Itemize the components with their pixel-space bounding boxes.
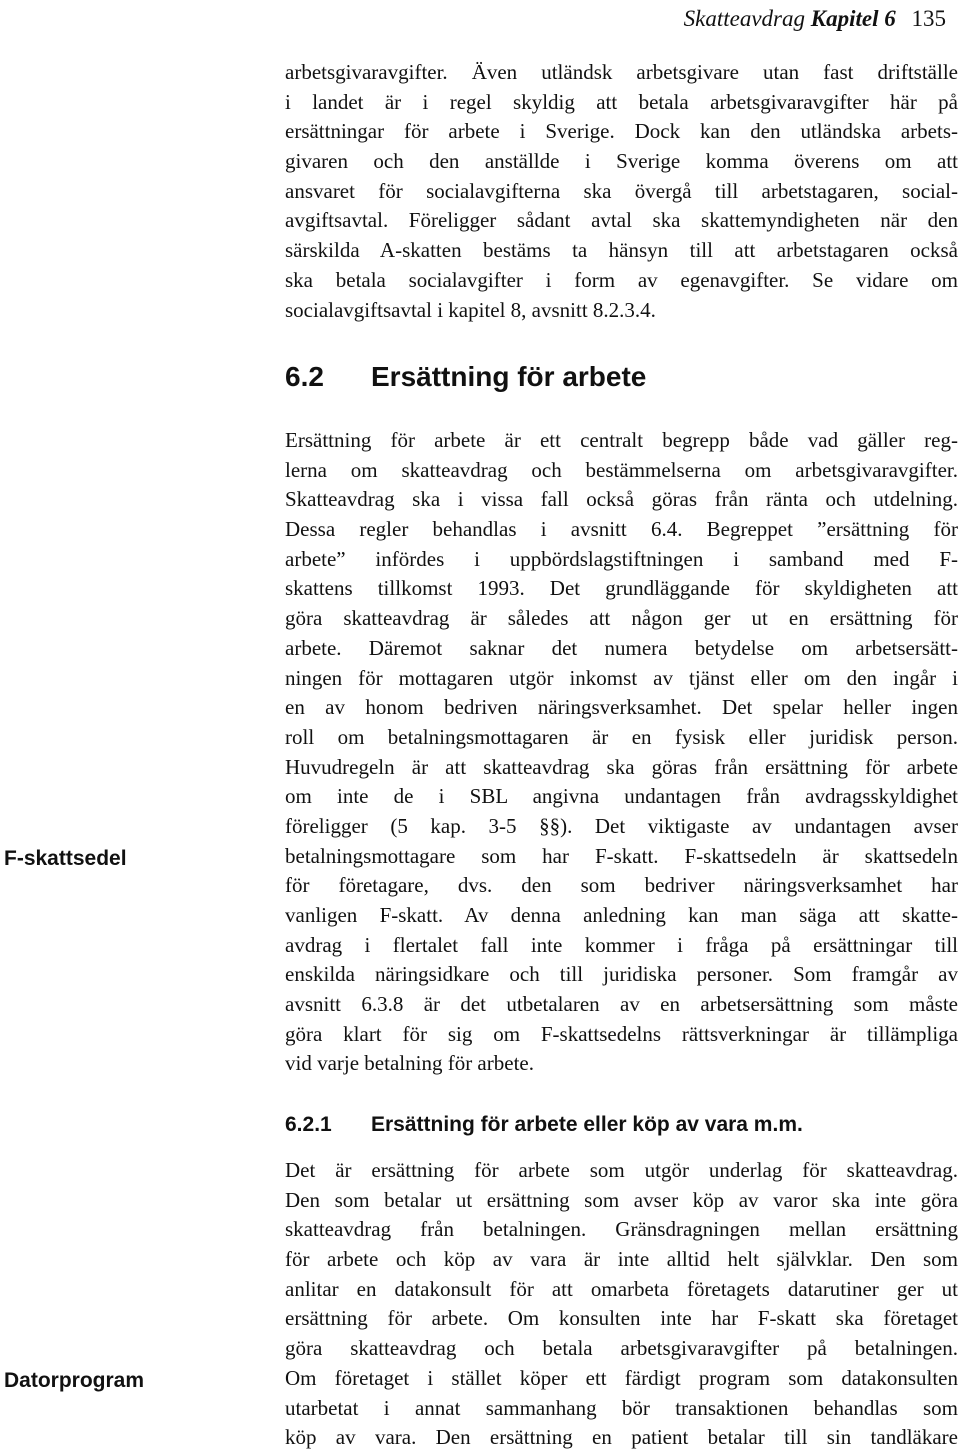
text-line: Skatteavdrag ska i vissa fall också göras från ränta och utdelning. (285, 487, 958, 512)
text-line: Den som betalar ut ersättning som avser köp av varor ska inte göra (285, 1187, 958, 1212)
text-line: socialavgiftsavtal i kapitel 8, avsnitt 8.2.3.4. (285, 297, 656, 322)
text-line: anlitar en datakonsult för att omarbeta företagets datarutiner ger ut (285, 1276, 958, 1301)
text-line: ersättningar för arbete i Sverige. Dock kan den utländska arbets- (285, 119, 958, 144)
text-line: Ersättning för arbete är ett centralt begrepp både vad gäller reg- (285, 428, 958, 452)
text-line: ska betala socialavgifter i form av egenavgifter. Se vidare om (285, 267, 958, 292)
text-line: göra klart för sig om F-skattsedelns rättsverkningar är tillämpliga (285, 1021, 958, 1046)
text-line: om inte de i SBL angivna undantagen från avdragsskyldighet (285, 784, 958, 809)
header-chapter: Kapitel 6 (810, 6, 896, 31)
text-line: ningen för mottagaren utgör inkomst av tjänst eller om den ingår i (285, 665, 958, 690)
text-line: köp av vara. Den ersättning en patient betalar till sin tandläkare (285, 1425, 958, 1450)
text-line: Dessa regler behandlas i avsnitt 6.4. Begreppet ”ersättning för (285, 517, 958, 542)
text-line: arbete” infördes i uppbördslagstiftningen i samband med F- (285, 546, 958, 571)
text-line: föreligger (5 kap. 3-5 §§). Det viktigaste av undantagen avser (285, 813, 958, 838)
text-line: för företagare, dvs. den som bedriver näringsverksamhet har (285, 873, 958, 898)
page-number: 135 (911, 6, 946, 31)
text-line: avsnitt 6.3.8 är det utbetalaren av en arbetsersättning som måste (285, 992, 958, 1017)
text-line: göra skatteavdrag är således att någon ger ut en ersättning för (285, 606, 958, 631)
text-line: Om företaget i stället köper ett färdigt program som datakonsulten (285, 1365, 958, 1390)
text-line: betalningsmottagare som har F-skatt. F-skattsedeln är skattsedeln (285, 843, 958, 868)
running-header (684, 4, 946, 34)
subsection-title: Ersättning för arbete eller köp av vara m.m. (371, 1113, 803, 1136)
text-line: ansvaret för socialavgifterna ska övergå till arbetstagaren, social- (285, 178, 958, 203)
text-line: skattens tillkomst 1993. Det grundläggande för skyldigheten att (285, 576, 958, 601)
text-line: givaren och den anställde i Sverige komma överens om att (285, 149, 958, 174)
text-line: lerna om skatteavdrag och bestämmelserna om arbetsgivaravgifter. (285, 457, 958, 482)
text-line: en av honom bedriven näringsverksamhet. Det spelar heller ingen (285, 695, 958, 720)
text-line: göra skatteavdrag och betala arbetsgivaravgifter på betalningen. (285, 1336, 958, 1361)
text-line: i landet är i regel skyldig att betala arbetsgivaravgifter här på (285, 89, 958, 114)
intro-paragraph (285, 58, 958, 325)
section-heading (285, 359, 646, 395)
margin-note-datorprogram: Datorprogram (4, 1369, 145, 1392)
text-line: vanligen F-skatt. Av denna anledning kan man säga att skatte- (285, 903, 958, 927)
text-line: avgiftsavtal. Föreligger sådant avtal ska skattemyndigheten när den (285, 208, 958, 233)
text-line: utarbetat i annat sammanhang bör transaktionen behandlas som (285, 1395, 958, 1420)
text-line: Det är ersättning för arbete som utgör underlag för skatteavdrag. (285, 1158, 958, 1182)
text-line: skatteavdrag från betalningen. Gränsdragningen mellan ersättning (285, 1217, 958, 1242)
subsection-paragraph (285, 1156, 958, 1453)
section-title: Ersättning för arbete (371, 361, 647, 392)
subsection-heading (285, 1111, 803, 1139)
text-line: vid varje betalning för arbete. (285, 1051, 534, 1076)
margin-note-f-skattsedel: F-skattsedel (4, 847, 127, 870)
section-number: 6.2 (285, 361, 324, 392)
header-title: Skatteavdrag (683, 6, 806, 31)
text-line: arbetsgivaravgifter. Även utländsk arbetsgivare utan fast driftställe (285, 60, 958, 84)
text-line: för arbete och köp av vara är inte alltid helt självklar. Den som (285, 1247, 958, 1272)
subsection-number: 6.2.1 (285, 1113, 332, 1136)
text-line: ersättning för arbete. Om konsulten inte har F-skatt ska företaget (285, 1306, 958, 1331)
text-line: Huvudregeln är att skatteavdrag ska göras från ersättning för arbete (285, 754, 958, 779)
text-line: arbete. Däremot saknar det numera betydelse om arbetsersätt- (285, 635, 958, 660)
section-paragraph (285, 426, 958, 1079)
text-line: enskilda näringsidkare och till juridiska personer. Som framgår av (285, 962, 958, 987)
text-line: särskilda A-skatten bestäms ta hänsyn till att arbetstagaren också (285, 238, 958, 263)
text-line: roll om betalningsmottagaren är en fysisk eller juridisk person. (285, 724, 958, 749)
text-line: avdrag i flertalet fall inte kommer i fråga på ersättningar till (285, 932, 958, 957)
